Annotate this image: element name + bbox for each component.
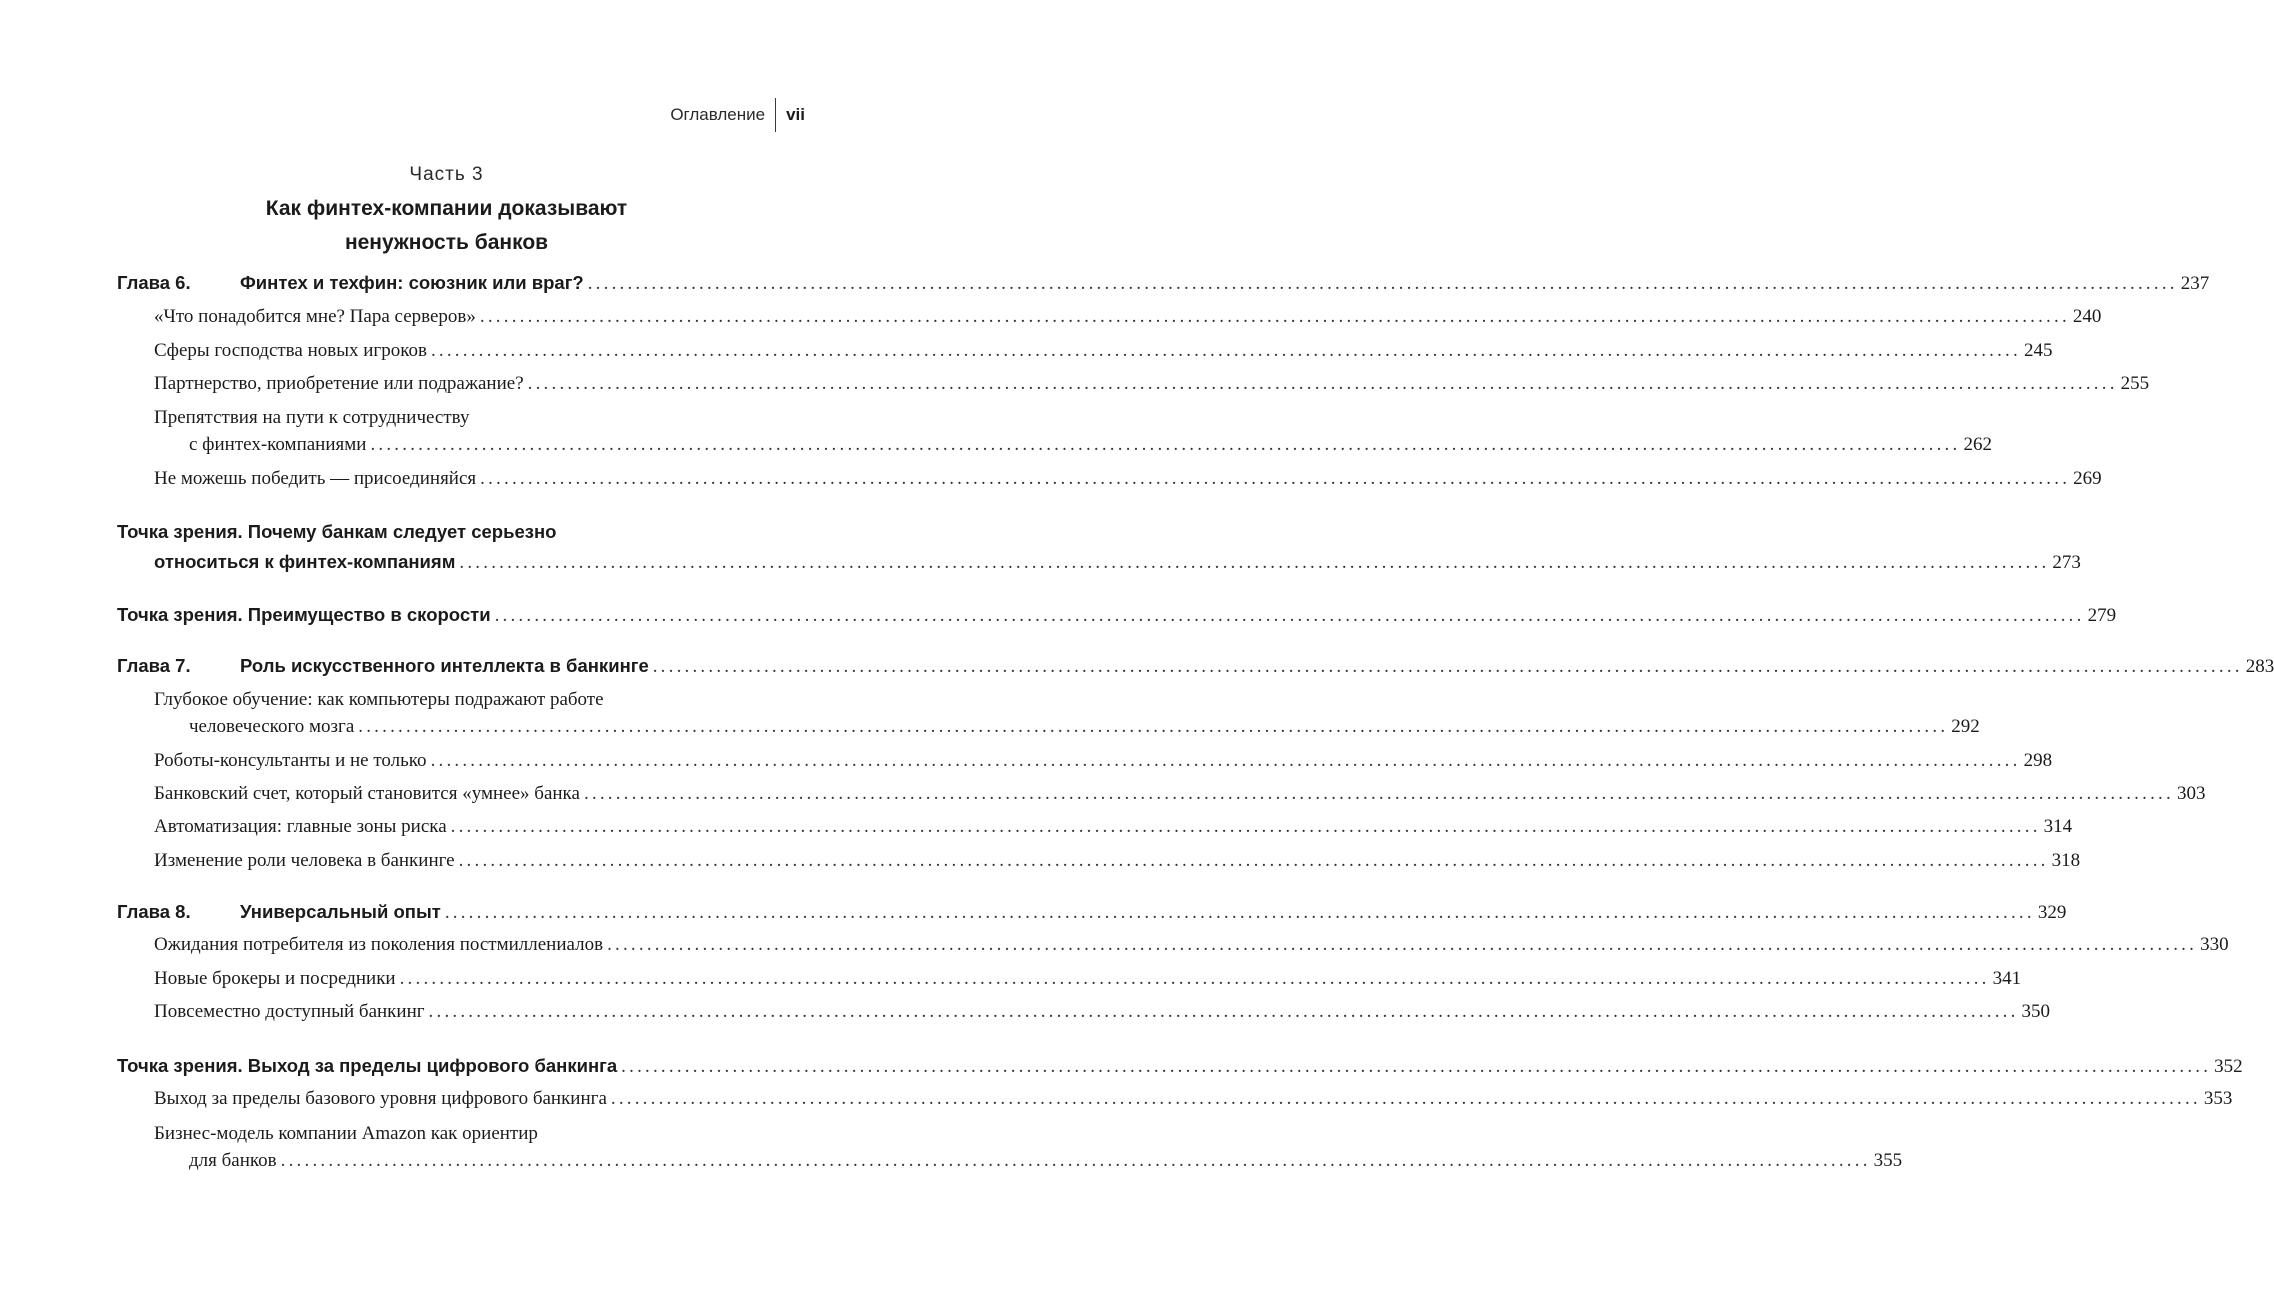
section-title-line1: Глубокое обучение: как компьютеры подражают работе bbox=[154, 689, 604, 710]
section-title: «Что понадобится мне? Пара серверов» bbox=[154, 306, 476, 327]
dot-leader: ........................................................................................................................................................................................................ bbox=[280, 1150, 1871, 1171]
dot-leader: ........................................................................................................................................................................................................ bbox=[358, 716, 1949, 737]
entry-page: 350 bbox=[2021, 1001, 2051, 1022]
dot-leader: ........................................................................................................................................................................................................ bbox=[610, 1088, 2201, 1109]
section-title-line2: человеческого мозга bbox=[189, 716, 355, 737]
entry-page: 279 bbox=[2087, 605, 2117, 626]
toc-entry-section[interactable] bbox=[154, 816, 2073, 846]
section-title: Автоматизация: главные зоны риска bbox=[154, 816, 447, 837]
dot-leader: ........................................................................................................................................................................................................ bbox=[459, 552, 2050, 573]
section-title: Сферы господства новых игроков bbox=[154, 340, 427, 361]
chapter-number: Глава 7. bbox=[117, 655, 191, 676]
dot-leader: ........................................................................................................................................................................................................ bbox=[370, 434, 1961, 455]
section-title: Повсеместно доступный банкинг bbox=[154, 1001, 425, 1022]
running-head-title: Оглавление bbox=[670, 105, 766, 124]
part-label: Часть 3 bbox=[409, 164, 484, 185]
dot-leader: ........................................................................................................................................................................................................ bbox=[430, 750, 2021, 771]
entry-page: 355 bbox=[1873, 1150, 1903, 1171]
toc-entry-section[interactable] bbox=[154, 340, 2053, 370]
toc-entry-section[interactable] bbox=[154, 468, 2102, 498]
chapter-title: Финтех и техфин: союзник или враг? bbox=[240, 272, 584, 293]
entry-page: 353 bbox=[2203, 1088, 2233, 1109]
dot-leader: ........................................................................................................................................................................................................ bbox=[607, 934, 2198, 955]
viewpoint-title: Точка зрения. Выход за пределы цифрового банкинга bbox=[117, 1055, 618, 1076]
dot-leader: ........................................................................................................................................................................................................ bbox=[652, 656, 2243, 677]
section-title-line2: с финтех-компаниями bbox=[189, 434, 367, 455]
toc-entry-section[interactable] bbox=[189, 1150, 1903, 1180]
dot-leader: ........................................................................................................................................................................................................ bbox=[621, 1056, 2212, 1077]
viewpoint-title: Точка зрения. Преимущество в скорости bbox=[117, 604, 491, 625]
section-title-line2: для банков bbox=[189, 1150, 277, 1171]
dot-leader: ........................................................................................................................................................................................................ bbox=[430, 340, 2021, 361]
toc-entry-section[interactable] bbox=[154, 1001, 2051, 1031]
entry-page: 283 bbox=[2245, 656, 2274, 677]
dot-leader: ........................................................................................................................................................................................................ bbox=[479, 306, 2070, 327]
running-head bbox=[670, 100, 805, 130]
part-title-line2: ненужность банков bbox=[344, 231, 549, 254]
toc-entry-section[interactable] bbox=[154, 306, 2102, 336]
entry-page: 262 bbox=[1963, 434, 1992, 455]
chapter-number: Глава 8. bbox=[117, 901, 191, 922]
toc-entry-section[interactable] bbox=[154, 934, 2229, 964]
dot-leader: ........................................................................................................................................................................................................ bbox=[494, 605, 2085, 626]
section-title: Банковский счет, который становится «умнее» банка bbox=[154, 783, 580, 804]
dot-leader: ........................................................................................................................................................................................................ bbox=[450, 816, 2041, 837]
entry-page: 269 bbox=[2073, 468, 2102, 489]
page-number: vii bbox=[786, 105, 805, 124]
entry-page: 314 bbox=[2043, 816, 2073, 837]
entry-page: 303 bbox=[2176, 783, 2206, 804]
entry-page: 330 bbox=[2200, 934, 2229, 955]
section-title-line1: Бизнес-модель компании Amazon как ориентир bbox=[154, 1123, 538, 1144]
entry-page: 298 bbox=[2023, 750, 2053, 771]
entry-page: 240 bbox=[2072, 306, 2102, 327]
entry-page: 255 bbox=[2120, 373, 2150, 394]
part-title-line1: Как финтех-компании доказывают bbox=[265, 197, 628, 220]
toc-entry-section[interactable] bbox=[189, 434, 1992, 464]
toc-entry-section[interactable] bbox=[154, 968, 2022, 998]
part-heading bbox=[0, 160, 893, 258]
toc-entry-viewpoint[interactable] bbox=[154, 551, 2081, 581]
toc-entry-section[interactable] bbox=[154, 850, 2081, 880]
entry-page: 318 bbox=[2051, 850, 2081, 871]
toc-entry-section[interactable] bbox=[189, 716, 1980, 746]
toc-entry-chapter-8[interactable] bbox=[117, 901, 2067, 931]
dot-leader: ........................................................................................................................................................................................................ bbox=[444, 902, 2035, 923]
section-title-line1: Препятствия на пути к сотрудничеству bbox=[154, 407, 470, 428]
section-title: Не можешь победить — присоединяйся bbox=[154, 468, 477, 489]
section-title: Новые брокеры и посредники bbox=[154, 968, 396, 989]
toc-entry-viewpoint[interactable] bbox=[117, 1055, 2243, 1085]
dot-leader: ........................................................................................................................................................................................................ bbox=[583, 783, 2174, 804]
dot-leader: ........................................................................................................................................................................................................ bbox=[527, 373, 2118, 394]
toc-entry-section[interactable] bbox=[154, 1088, 2233, 1118]
toc-entry-section[interactable] bbox=[154, 373, 2150, 403]
section-title: Ожидания потребителя из поколения постмиллениалов bbox=[154, 934, 604, 955]
dot-leader: ........................................................................................................................................................................................................ bbox=[587, 273, 2178, 294]
entry-page: 329 bbox=[2037, 902, 2067, 923]
section-title: Партнерство, приобретение или подражание? bbox=[154, 373, 524, 394]
toc-entry-section[interactable] bbox=[154, 783, 2206, 813]
toc-entry-chapter-6[interactable] bbox=[117, 272, 2210, 302]
dot-leader: ........................................................................................................................................................................................................ bbox=[428, 1001, 2019, 1022]
chapter-number: Глава 6. bbox=[117, 272, 191, 293]
dot-leader: ........................................................................................................................................................................................................ bbox=[399, 968, 1990, 989]
section-title: Роботы-консультанты и не только bbox=[154, 750, 427, 771]
dot-leader: ........................................................................................................................................................................................................ bbox=[480, 468, 2071, 489]
entry-page: 273 bbox=[2052, 552, 2081, 573]
toc-entry-chapter-7[interactable] bbox=[117, 655, 2274, 685]
dot-leader: ........................................................................................................................................................................................................ bbox=[458, 850, 2049, 871]
toc-entry-viewpoint[interactable] bbox=[117, 604, 2117, 634]
entry-page: 245 bbox=[2023, 340, 2053, 361]
entry-page: 352 bbox=[2214, 1056, 2243, 1077]
toc-entry-section[interactable] bbox=[154, 750, 2053, 780]
section-title: Изменение роли человека в банкинге bbox=[154, 850, 455, 871]
chapter-title: Универсальный опыт bbox=[240, 901, 441, 922]
chapter-title: Роль искусственного интеллекта в банкинге bbox=[240, 655, 649, 676]
entry-page: 237 bbox=[2180, 273, 2210, 294]
entry-page: 341 bbox=[1992, 968, 2022, 989]
entry-page: 292 bbox=[1951, 716, 1980, 737]
section-title: Выход за пределы базового уровня цифрового банкинга bbox=[154, 1088, 607, 1109]
viewpoint-title-line1: Точка зрения. Почему банкам следует серьезно bbox=[117, 521, 557, 542]
viewpoint-title-line2: относиться к финтех-компаниям bbox=[154, 551, 456, 572]
